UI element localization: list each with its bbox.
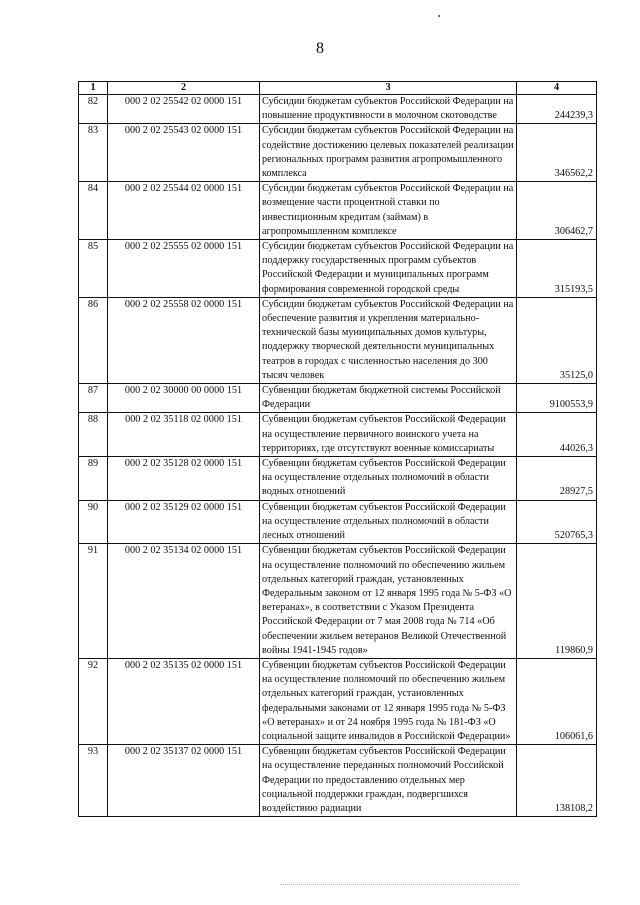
table-row [79,240,597,298]
row-number: 84 [79,182,108,240]
table-row [79,182,597,240]
table-row [79,124,597,182]
income-name: Субсидии бюджетам субъектов Российской Федерации на повышение продуктивности в молочном скотоводстве [260,95,517,124]
amount: 315193,5 [517,240,597,298]
amount: 346562,2 [517,124,597,182]
table-row [79,413,597,457]
income-name: Субсидии бюджетам субъектов Российской Федерации на содействие достижению целевых показателей реализации региональных программ развития агропромышленного комплекса [260,124,517,182]
table-row [79,544,597,659]
row-number: 93 [79,745,108,817]
row-number: 85 [79,240,108,298]
income-name: Субвенции бюджетам субъектов Российской Федерации на осуществление переданных полномочий Российской Федерации по предоставлению отдельных мер социальной поддержки граждан, подвергшихся воздействию радиации [260,745,517,817]
row-number: 88 [79,413,108,457]
row-number: 87 [79,384,108,413]
amount: 35125,0 [517,297,597,383]
row-number: 83 [79,124,108,182]
budget-code: 000 2 02 35129 02 0000 151 [108,500,260,544]
income-name: Субсидии бюджетам субъектов Российской Федерации на поддержку государственных программ субъектов Российской Федерации и муниципальных программ формирования современной городской среды [260,240,517,298]
income-name: Субсидии бюджетам субъектов Российской Федерации на обеспечение развития и укрепления материально-технической базы муниципальных домов культуры, поддержку творческой деятельности муниципальных театров в городах с численностью населения до 300 тысяч человек [260,297,517,383]
budget-code: 000 2 02 25543 02 0000 151 [108,124,260,182]
budget-code: 000 2 02 25555 02 0000 151 [108,240,260,298]
row-number: 91 [79,544,108,659]
table-row [79,297,597,383]
budget-table [78,81,597,817]
table-row [79,95,597,124]
table-row [79,658,597,744]
page-number: 8 [316,40,324,57]
amount: 520765,3 [517,500,597,544]
budget-code: 000 2 02 35135 02 0000 151 [108,658,260,744]
budget-code: 000 2 02 35118 02 0000 151 [108,413,260,457]
income-name: Субвенции бюджетам субъектов Российской Федерации на осуществление отдельных полномочий в области водных отношений [260,457,517,501]
income-name: Субвенции бюджетам субъектов Российской Федерации на осуществление отдельных полномочий в области лесных отношений [260,500,517,544]
amount: 28927,5 [517,457,597,501]
column-header-code: 2 [108,82,260,95]
amount: 306462,7 [517,182,597,240]
income-name: Субвенции бюджетам субъектов Российской Федерации на осуществление первичного воинского учета на территориях, где отсутствуют военные комиссариаты [260,413,517,457]
table-row [79,745,597,817]
budget-code: 000 2 02 35137 02 0000 151 [108,745,260,817]
column-header-name: 3 [260,82,517,95]
table-row [79,500,597,544]
income-name: Субвенции бюджетам бюджетной системы Российской Федерации [260,384,517,413]
amount: 244239,3 [517,95,597,124]
column-header-amount: 4 [517,82,597,95]
budget-code: 000 2 02 30000 00 0000 151 [108,384,260,413]
table-header-row [79,82,597,95]
budget-code: 000 2 02 35128 02 0000 151 [108,457,260,501]
amount: 138108,2 [517,745,597,817]
budget-code: 000 2 02 25542 02 0000 151 [108,95,260,124]
row-number: 92 [79,658,108,744]
income-name: Субсидии бюджетам субъектов Российской Федерации на возмещение части процентной ставки по инвестиционным кредитам (займам) в агропромышленном комплексе [260,182,517,240]
scan-speck [438,15,440,17]
income-name: Субвенции бюджетам субъектов Российской Федерации на осуществление полномочий по обеспечению жильем отдельных категорий граждан, установленных федеральными законами от 12 января 1995 года № 5-ФЗ «О ветеранах» и от 24 ноября 1995 года № 181-ФЗ «О социальной защите инвалидов в Российской Федерации» [260,658,517,744]
amount: 119860,9 [517,544,597,659]
table-row [79,457,597,501]
budget-code: 000 2 02 35134 02 0000 151 [108,544,260,659]
row-number: 86 [79,297,108,383]
row-number: 89 [79,457,108,501]
table-row [79,384,597,413]
budget-code: 000 2 02 25544 02 0000 151 [108,182,260,240]
scan-footer-rule [280,884,520,885]
amount: 44026,3 [517,413,597,457]
amount: 9100553,9 [517,384,597,413]
income-name: Субвенции бюджетам субъектов Российской Федерации на осуществление полномочий по обеспечению жильем отдельных категорий граждан, установленных Федеральным законом от 12 января 1995 года № 5-ФЗ «О ветеранах», в соответствии с Указом Президента Российской Федерации от 7 мая 2008 года № 714 «Об обеспечении жильем ветеранов Великой Отечественной войны 1941-1945 годов» [260,544,517,659]
row-number: 90 [79,500,108,544]
amount: 106061,6 [517,658,597,744]
row-number: 82 [79,95,108,124]
column-header-num: 1 [79,82,108,95]
budget-code: 000 2 02 25558 02 0000 151 [108,297,260,383]
